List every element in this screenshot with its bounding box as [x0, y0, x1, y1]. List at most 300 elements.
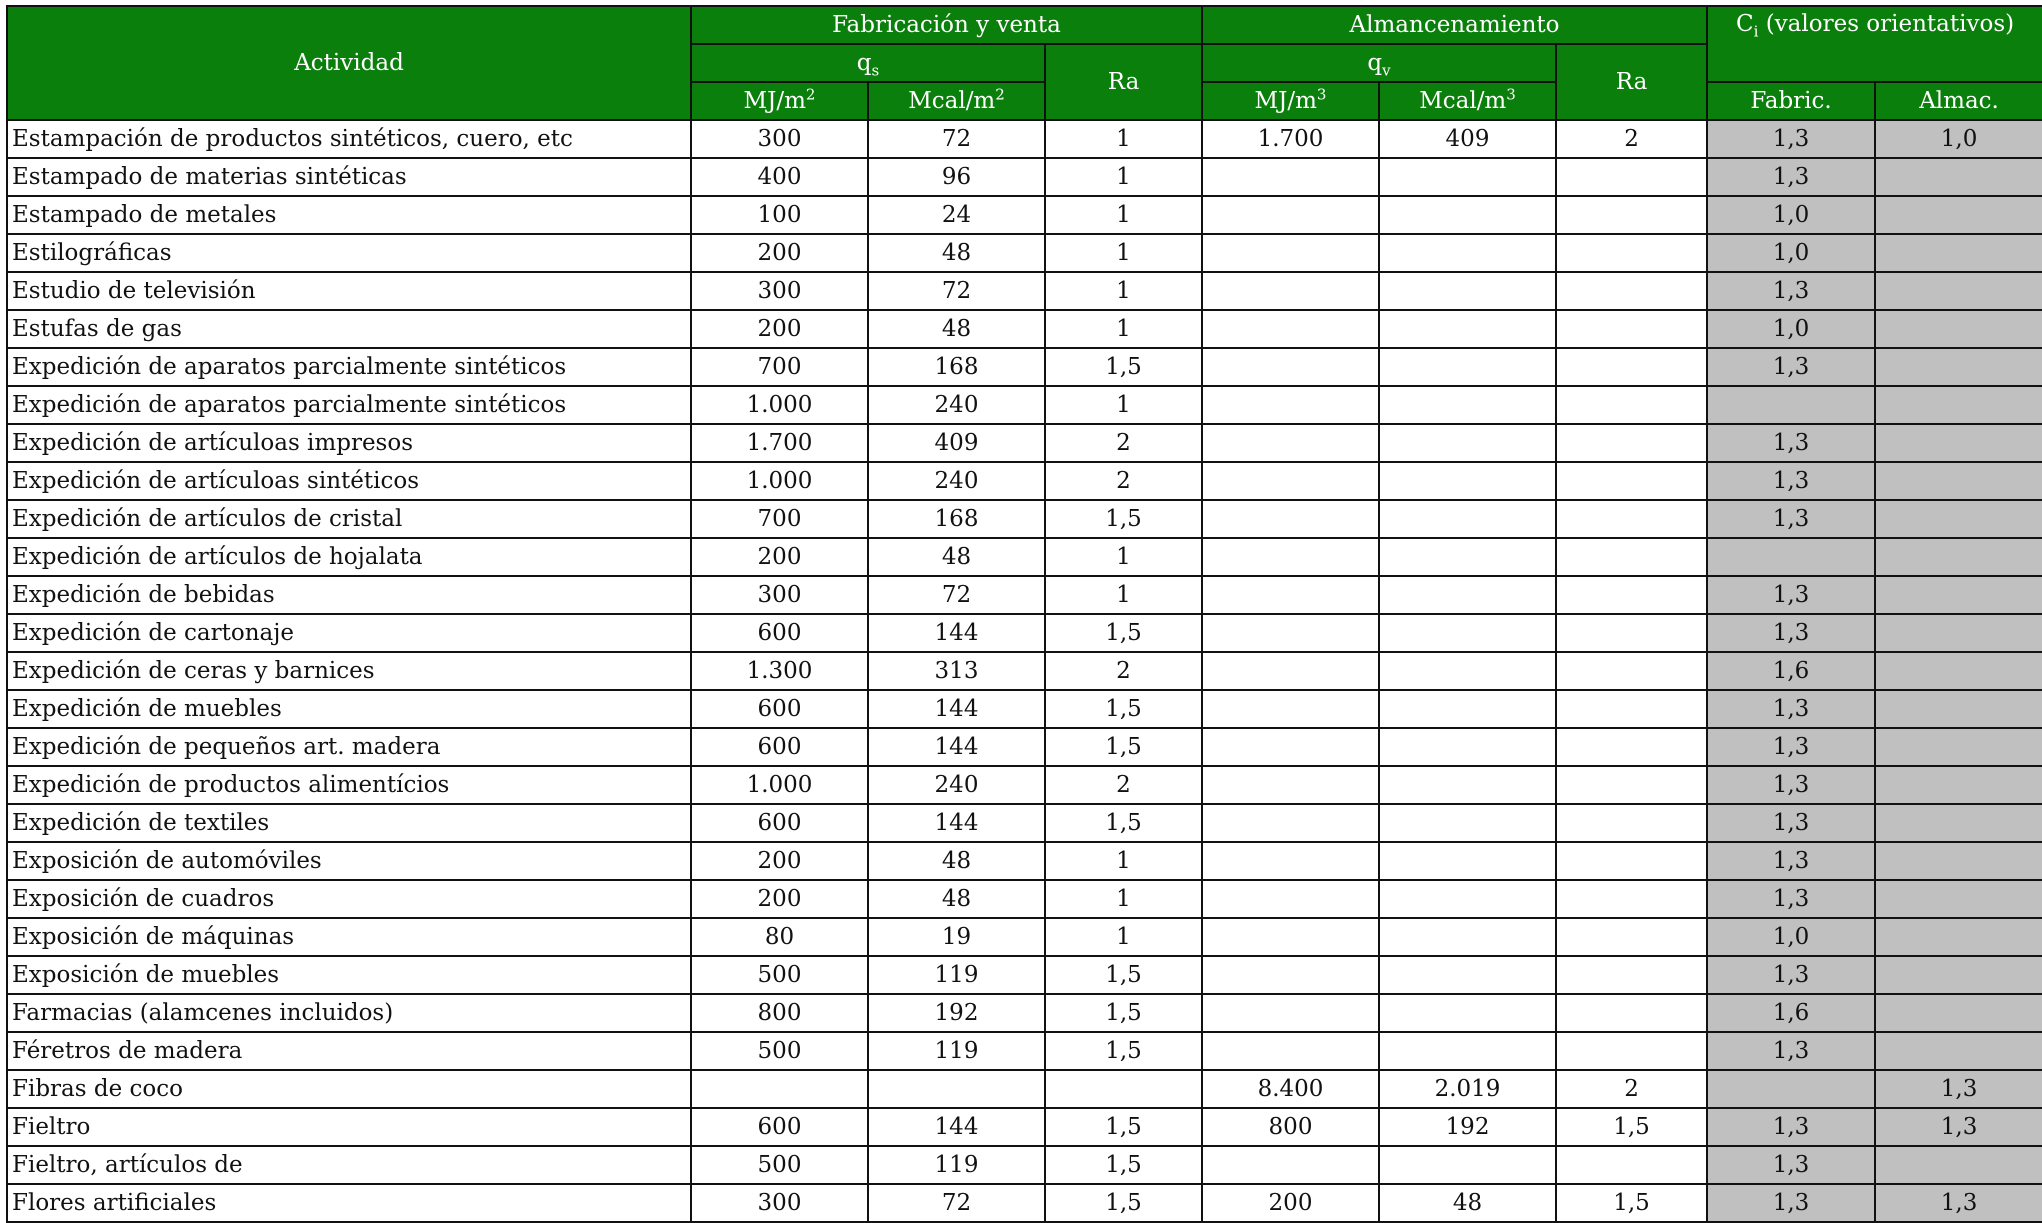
cell-qs-mj: 600 [691, 804, 868, 842]
cell-qs-mcal: 48 [868, 538, 1045, 576]
cell-ci-almac [1875, 234, 2042, 272]
table-row [7, 690, 2042, 728]
cell-qv-mj: 800 [1202, 1108, 1379, 1146]
cell-ra-fabricacion: 1 [1045, 880, 1202, 918]
cell-qs-mcal: 72 [868, 272, 1045, 310]
fire-load-table [6, 5, 2042, 1223]
cell-qs-mj: 1.700 [691, 424, 868, 462]
cell-ci-fabric [1707, 386, 1875, 424]
table-row [7, 1070, 2042, 1108]
cell-qv-mcal [1379, 766, 1556, 804]
cell-ci-almac [1875, 766, 2042, 804]
cell-ci-fabric: 1,0 [1707, 918, 1875, 956]
cell-qv-mcal [1379, 994, 1556, 1032]
table-row [7, 272, 2042, 310]
cell-actividad: Expedición de artículoas impresos [7, 424, 691, 462]
header-qs-mcal-unit: Mcal/m [908, 88, 996, 114]
cell-qs-mcal: 192 [868, 994, 1045, 1032]
cell-qs-mj: 200 [691, 538, 868, 576]
cell-ci-almac [1875, 310, 2042, 348]
header-ci-sub: i [1753, 22, 1759, 41]
header-qs-mj-unit: MJ/m [743, 88, 806, 114]
cell-ci-almac: 1,3 [1875, 1070, 2042, 1108]
cell-ci-fabric: 1,0 [1707, 234, 1875, 272]
cell-qs-mcal: 144 [868, 1108, 1045, 1146]
cell-ra-fabricacion: 1,5 [1045, 1032, 1202, 1070]
header-qv-main: q [1367, 50, 1383, 76]
cell-ci-almac [1875, 690, 2042, 728]
table-row [7, 842, 2042, 880]
cell-ra-fabricacion: 1,5 [1045, 1184, 1202, 1222]
cell-ra-almacenamiento [1556, 386, 1707, 424]
cell-actividad: Estampado de materias sintéticas [7, 158, 691, 196]
cell-ra-fabricacion: 2 [1045, 766, 1202, 804]
cell-actividad: Expedición de artículos de cristal [7, 500, 691, 538]
cell-ci-fabric: 1,3 [1707, 120, 1875, 158]
cell-qv-mj [1202, 348, 1379, 386]
header-qv [1202, 44, 1556, 82]
cell-qv-mj [1202, 728, 1379, 766]
cell-qs-mj: 800 [691, 994, 868, 1032]
table-row [7, 196, 2042, 234]
cell-qv-mcal [1379, 576, 1556, 614]
cell-qv-mcal [1379, 690, 1556, 728]
cell-ci-fabric: 1,3 [1707, 614, 1875, 652]
cell-qv-mj [1202, 538, 1379, 576]
cell-ci-almac [1875, 538, 2042, 576]
cell-qs-mcal: 72 [868, 120, 1045, 158]
table-row [7, 918, 2042, 956]
cell-qv-mcal: 48 [1379, 1184, 1556, 1222]
cell-actividad: Fieltro, artículos de [7, 1146, 691, 1184]
cell-ci-fabric: 1,3 [1707, 1184, 1875, 1222]
cell-qv-mcal [1379, 652, 1556, 690]
cell-ra-fabricacion: 1,5 [1045, 614, 1202, 652]
cell-ra-fabricacion: 1 [1045, 842, 1202, 880]
cell-qv-mcal [1379, 728, 1556, 766]
cell-qs-mj [691, 1070, 868, 1108]
cell-qs-mj: 200 [691, 842, 868, 880]
cell-qv-mj: 1.700 [1202, 120, 1379, 158]
cell-ci-almac [1875, 386, 2042, 424]
cell-actividad: Fibras de coco [7, 1070, 691, 1108]
cell-ra-fabricacion: 1 [1045, 158, 1202, 196]
cell-qv-mj [1202, 956, 1379, 994]
cell-ra-fabricacion [1045, 1070, 1202, 1108]
cell-qs-mj: 1.300 [691, 652, 868, 690]
cell-ra-fabricacion: 2 [1045, 424, 1202, 462]
cell-qv-mj [1202, 1146, 1379, 1184]
cell-qs-mcal: 144 [868, 804, 1045, 842]
cell-qs-mj: 600 [691, 690, 868, 728]
header-qs [691, 44, 1045, 82]
cell-qs-mcal: 48 [868, 842, 1045, 880]
cell-ra-fabricacion: 1 [1045, 120, 1202, 158]
cell-qv-mj [1202, 614, 1379, 652]
cell-qv-mcal [1379, 386, 1556, 424]
cell-ci-almac [1875, 500, 2042, 538]
cell-qv-mcal [1379, 918, 1556, 956]
cell-qv-mcal: 2.019 [1379, 1070, 1556, 1108]
cell-qv-mj [1202, 804, 1379, 842]
cell-qs-mj: 500 [691, 1032, 868, 1070]
cell-ci-fabric: 1,3 [1707, 804, 1875, 842]
cell-actividad: Expedición de pequeños art. madera [7, 728, 691, 766]
cell-ra-fabricacion: 1,5 [1045, 1108, 1202, 1146]
cell-ra-almacenamiento [1556, 158, 1707, 196]
cell-qv-mcal [1379, 1146, 1556, 1184]
cell-actividad: Estufas de gas [7, 310, 691, 348]
cell-qv-mj [1202, 272, 1379, 310]
cell-ci-almac: 1,0 [1875, 120, 2042, 158]
cell-ra-almacenamiento [1556, 424, 1707, 462]
cell-qv-mj [1202, 234, 1379, 272]
cell-ci-fabric: 1,0 [1707, 196, 1875, 234]
table-row [7, 348, 2042, 386]
cell-ra-almacenamiento [1556, 728, 1707, 766]
cell-qs-mj: 300 [691, 120, 868, 158]
cell-actividad: Expedición de productos alimentícios [7, 766, 691, 804]
header-ra-fabricacion: Ra [1045, 44, 1202, 120]
cell-ci-fabric: 1,3 [1707, 728, 1875, 766]
cell-ci-fabric: 1,3 [1707, 348, 1875, 386]
header-qs-main: q [856, 50, 872, 76]
cell-qs-mcal: 119 [868, 1146, 1045, 1184]
cell-ci-almac [1875, 918, 2042, 956]
cell-qs-mcal: 168 [868, 500, 1045, 538]
cell-ci-fabric: 1,3 [1707, 880, 1875, 918]
cell-ci-fabric: 1,3 [1707, 1032, 1875, 1070]
cell-ra-almacenamiento [1556, 234, 1707, 272]
cell-ci-fabric [1707, 538, 1875, 576]
cell-ci-fabric: 1,3 [1707, 1146, 1875, 1184]
cell-ra-fabricacion: 1 [1045, 918, 1202, 956]
cell-ra-fabricacion: 1,5 [1045, 1146, 1202, 1184]
cell-qs-mcal: 48 [868, 234, 1045, 272]
header-ci [1707, 6, 2042, 82]
table-row [7, 576, 2042, 614]
header-qs-mj-exp: 2 [805, 85, 816, 104]
header-almacenamiento: Almancenamiento [1202, 6, 1707, 44]
cell-ra-almacenamiento [1556, 690, 1707, 728]
cell-qs-mcal: 313 [868, 652, 1045, 690]
cell-qs-mj: 200 [691, 310, 868, 348]
cell-ci-almac [1875, 652, 2042, 690]
cell-qs-mcal: 19 [868, 918, 1045, 956]
cell-ra-fabricacion: 1 [1045, 234, 1202, 272]
header-actividad: Actividad [7, 6, 691, 120]
cell-qv-mj: 200 [1202, 1184, 1379, 1222]
table-row [7, 158, 2042, 196]
cell-qs-mj: 300 [691, 576, 868, 614]
header-ra-almacenamiento: Ra [1556, 44, 1707, 120]
cell-qv-mj [1202, 766, 1379, 804]
table-row [7, 310, 2042, 348]
cell-qs-mj: 1.000 [691, 766, 868, 804]
cell-ci-fabric: 1,3 [1707, 500, 1875, 538]
cell-qs-mj: 300 [691, 1184, 868, 1222]
header-qs-mcal [868, 82, 1045, 120]
cell-qv-mcal [1379, 234, 1556, 272]
cell-qs-mcal: 409 [868, 424, 1045, 462]
cell-qs-mcal: 144 [868, 690, 1045, 728]
cell-actividad: Exposición de muebles [7, 956, 691, 994]
cell-ci-almac [1875, 348, 2042, 386]
cell-qs-mcal: 240 [868, 766, 1045, 804]
table-row [7, 766, 2042, 804]
cell-qs-mcal [868, 1070, 1045, 1108]
cell-ra-almacenamiento: 1,5 [1556, 1108, 1707, 1146]
cell-ci-almac [1875, 576, 2042, 614]
cell-qs-mcal: 48 [868, 880, 1045, 918]
cell-qv-mcal [1379, 272, 1556, 310]
cell-qv-mj [1202, 462, 1379, 500]
cell-ci-almac [1875, 956, 2042, 994]
cell-qs-mj: 200 [691, 880, 868, 918]
header-qv-sub: v [1382, 61, 1391, 80]
cell-actividad: Féretros de madera [7, 1032, 691, 1070]
cell-ci-almac [1875, 1032, 2042, 1070]
cell-qv-mj: 8.400 [1202, 1070, 1379, 1108]
table-row [7, 804, 2042, 842]
cell-ra-fabricacion: 1,5 [1045, 956, 1202, 994]
cell-qv-mj [1202, 1032, 1379, 1070]
cell-qs-mj: 200 [691, 234, 868, 272]
table-row [7, 386, 2042, 424]
cell-qv-mj [1202, 842, 1379, 880]
cell-ra-almacenamiento: 2 [1556, 1070, 1707, 1108]
table-row [7, 652, 2042, 690]
cell-actividad: Exposición de máquinas [7, 918, 691, 956]
cell-ra-almacenamiento [1556, 994, 1707, 1032]
cell-ci-almac [1875, 158, 2042, 196]
table-row [7, 1146, 2042, 1184]
cell-ci-fabric: 1,3 [1707, 1108, 1875, 1146]
cell-qv-mj [1202, 690, 1379, 728]
cell-ci-fabric: 1,6 [1707, 994, 1875, 1032]
table-row [7, 1032, 2042, 1070]
cell-qv-mcal [1379, 158, 1556, 196]
cell-qs-mcal: 144 [868, 614, 1045, 652]
cell-ra-almacenamiento [1556, 1032, 1707, 1070]
cell-ci-almac [1875, 272, 2042, 310]
cell-qs-mj: 100 [691, 196, 868, 234]
cell-ra-almacenamiento [1556, 272, 1707, 310]
cell-actividad: Expedición de textiles [7, 804, 691, 842]
cell-ra-fabricacion: 1,5 [1045, 690, 1202, 728]
cell-qs-mj: 1.000 [691, 386, 868, 424]
cell-qs-mj: 300 [691, 272, 868, 310]
table-row [7, 538, 2042, 576]
header-qv-mj-exp: 3 [1316, 85, 1327, 104]
cell-qs-mcal: 48 [868, 310, 1045, 348]
cell-actividad: Estampado de metales [7, 196, 691, 234]
cell-qs-mj: 600 [691, 1108, 868, 1146]
cell-qv-mj [1202, 158, 1379, 196]
table-row [7, 956, 2042, 994]
cell-ra-fabricacion: 1,5 [1045, 728, 1202, 766]
cell-qv-mcal [1379, 424, 1556, 462]
cell-ci-almac [1875, 842, 2042, 880]
cell-qv-mcal: 192 [1379, 1108, 1556, 1146]
cell-actividad: Exposición de cuadros [7, 880, 691, 918]
header-qs-sub: s [871, 61, 880, 80]
cell-qv-mcal [1379, 196, 1556, 234]
table-row [7, 462, 2042, 500]
cell-qv-mj [1202, 880, 1379, 918]
cell-ra-almacenamiento [1556, 842, 1707, 880]
cell-ci-almac [1875, 424, 2042, 462]
cell-ci-almac [1875, 880, 2042, 918]
cell-qs-mj: 700 [691, 348, 868, 386]
cell-qs-mj: 600 [691, 728, 868, 766]
table-row [7, 234, 2042, 272]
cell-ci-fabric: 1,3 [1707, 272, 1875, 310]
cell-actividad: Expedición de artículoas sintéticos [7, 462, 691, 500]
cell-qs-mcal: 96 [868, 158, 1045, 196]
table-row [7, 880, 2042, 918]
table-row [7, 994, 2042, 1032]
cell-qv-mj [1202, 500, 1379, 538]
cell-actividad: Expedición de aparatos parcialmente sintéticos [7, 348, 691, 386]
cell-qs-mcal: 119 [868, 1032, 1045, 1070]
cell-ra-almacenamiento: 2 [1556, 120, 1707, 158]
header-qv-mj-unit: MJ/m [1254, 88, 1317, 114]
cell-ra-almacenamiento [1556, 880, 1707, 918]
table-row [7, 1184, 2042, 1222]
cell-ra-fabricacion: 1 [1045, 310, 1202, 348]
cell-ra-fabricacion: 2 [1045, 462, 1202, 500]
cell-ra-almacenamiento [1556, 576, 1707, 614]
cell-ra-almacenamiento [1556, 500, 1707, 538]
cell-actividad: Expedición de muebles [7, 690, 691, 728]
cell-ci-almac [1875, 462, 2042, 500]
cell-qv-mcal [1379, 804, 1556, 842]
cell-ra-fabricacion: 1,5 [1045, 500, 1202, 538]
cell-ci-almac [1875, 728, 2042, 766]
cell-ra-fabricacion: 1 [1045, 576, 1202, 614]
header-ci-rest: (valores orientativos) [1758, 11, 2015, 37]
header-fabricacion-venta: Fabricación y venta [691, 6, 1202, 44]
table-row [7, 1108, 2042, 1146]
cell-qv-mcal [1379, 538, 1556, 576]
cell-ra-almacenamiento [1556, 196, 1707, 234]
cell-ra-fabricacion: 1,5 [1045, 804, 1202, 842]
header-qs-mcal-exp: 2 [995, 85, 1005, 104]
cell-qs-mj: 400 [691, 158, 868, 196]
table-row [7, 500, 2042, 538]
cell-ra-almacenamiento [1556, 614, 1707, 652]
cell-qs-mcal: 72 [868, 576, 1045, 614]
cell-ci-fabric: 1,3 [1707, 956, 1875, 994]
cell-ra-almacenamiento [1556, 310, 1707, 348]
cell-ra-fabricacion: 1 [1045, 386, 1202, 424]
cell-ra-almacenamiento [1556, 1146, 1707, 1184]
cell-qv-mcal [1379, 880, 1556, 918]
cell-qv-mcal [1379, 310, 1556, 348]
cell-ra-fabricacion: 1 [1045, 272, 1202, 310]
cell-ra-almacenamiento [1556, 766, 1707, 804]
cell-ra-almacenamiento [1556, 956, 1707, 994]
cell-ci-fabric: 1,3 [1707, 842, 1875, 880]
cell-actividad: Expedición de artículos de hojalata [7, 538, 691, 576]
cell-qv-mj [1202, 424, 1379, 462]
cell-ci-fabric: 1,3 [1707, 462, 1875, 500]
cell-ra-almacenamiento [1556, 462, 1707, 500]
cell-ci-fabric: 1,3 [1707, 690, 1875, 728]
cell-qv-mj [1202, 386, 1379, 424]
header-qv-mcal [1379, 82, 1556, 120]
cell-qs-mcal: 144 [868, 728, 1045, 766]
cell-qv-mcal [1379, 842, 1556, 880]
header-fabric: Fabric. [1707, 82, 1875, 120]
header-ci-main: C [1735, 11, 1754, 37]
cell-qs-mcal: 24 [868, 196, 1045, 234]
cell-qv-mj [1202, 994, 1379, 1032]
table-body [7, 120, 2042, 1222]
cell-qv-mcal [1379, 462, 1556, 500]
cell-ci-fabric: 1,0 [1707, 310, 1875, 348]
cell-qs-mj: 1.000 [691, 462, 868, 500]
cell-qs-mcal: 119 [868, 956, 1045, 994]
cell-actividad: Flores artificiales [7, 1184, 691, 1222]
cell-ra-almacenamiento [1556, 804, 1707, 842]
cell-ra-almacenamiento [1556, 918, 1707, 956]
table-row [7, 424, 2042, 462]
cell-qv-mcal [1379, 500, 1556, 538]
cell-qs-mcal: 240 [868, 386, 1045, 424]
cell-actividad: Estilográficas [7, 234, 691, 272]
cell-ci-fabric: 1,3 [1707, 766, 1875, 804]
header-almac: Almac. [1875, 82, 2042, 120]
cell-ci-almac [1875, 804, 2042, 842]
cell-ci-almac [1875, 1146, 2042, 1184]
cell-ci-fabric: 1,6 [1707, 652, 1875, 690]
cell-actividad: Expedición de bebidas [7, 576, 691, 614]
cell-ra-almacenamiento [1556, 652, 1707, 690]
cell-qs-mj: 600 [691, 614, 868, 652]
cell-ci-almac: 1,3 [1875, 1184, 2042, 1222]
cell-ra-fabricacion: 1,5 [1045, 994, 1202, 1032]
table-header [7, 6, 2042, 120]
header-qv-mcal-unit: Mcal/m [1419, 88, 1507, 114]
cell-ci-fabric [1707, 1070, 1875, 1108]
header-qv-mcal-exp: 3 [1506, 85, 1516, 104]
cell-actividad: Estudio de televisión [7, 272, 691, 310]
cell-qs-mcal: 240 [868, 462, 1045, 500]
cell-actividad: Farmacias (alamcenes incluidos) [7, 994, 691, 1032]
cell-ci-fabric: 1,3 [1707, 158, 1875, 196]
cell-qs-mcal: 72 [868, 1184, 1045, 1222]
cell-ci-almac [1875, 614, 2042, 652]
cell-qv-mcal: 409 [1379, 120, 1556, 158]
table-row [7, 614, 2042, 652]
cell-qv-mcal [1379, 1032, 1556, 1070]
cell-qs-mj: 500 [691, 1146, 868, 1184]
cell-qs-mj: 80 [691, 918, 868, 956]
cell-qv-mj [1202, 652, 1379, 690]
table-row [7, 120, 2042, 158]
cell-qs-mcal: 168 [868, 348, 1045, 386]
cell-ci-almac [1875, 994, 2042, 1032]
cell-ra-almacenamiento [1556, 538, 1707, 576]
cell-ra-almacenamiento: 1,5 [1556, 1184, 1707, 1222]
cell-qv-mcal [1379, 614, 1556, 652]
cell-actividad: Expedición de aparatos parcialmente sintéticos [7, 386, 691, 424]
cell-qs-mj: 500 [691, 956, 868, 994]
cell-ra-fabricacion: 1 [1045, 196, 1202, 234]
cell-ci-fabric: 1,3 [1707, 576, 1875, 614]
